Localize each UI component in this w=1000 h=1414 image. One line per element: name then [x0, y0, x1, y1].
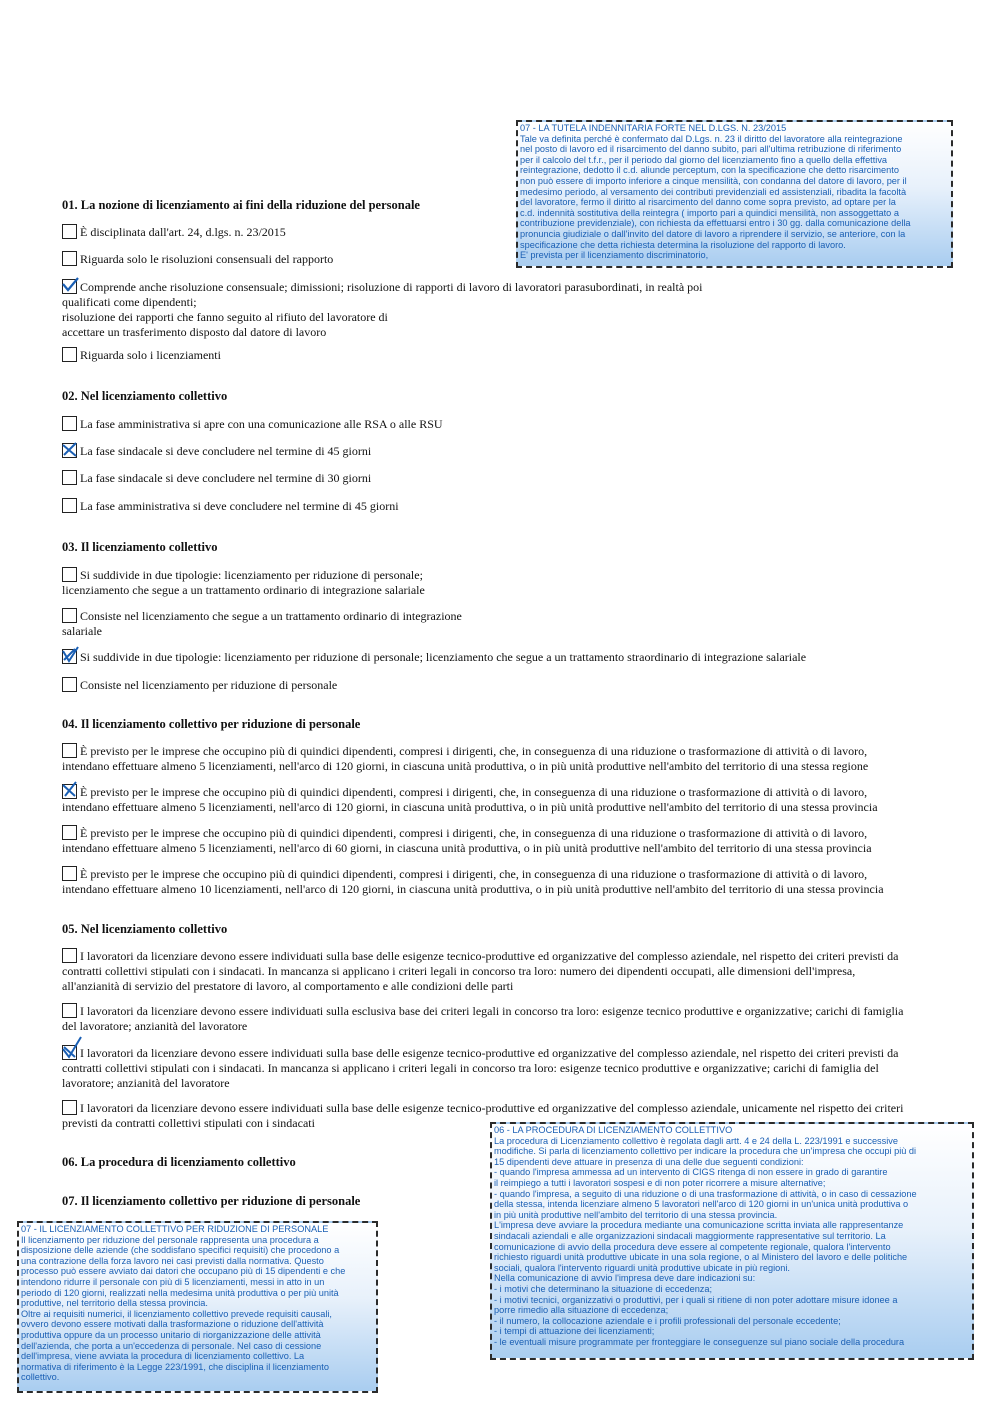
question-06-title: 06. La procedura di licenziamento collettivo	[62, 1155, 296, 1169]
checkbox-unchecked[interactable]	[62, 251, 77, 266]
checkbox-unchecked[interactable]	[62, 224, 77, 239]
question-01-title: 01. La nozione di licenziamento ai fini della riduzione del personale	[62, 198, 420, 212]
question-03-title: 03. Il licenziamento collettivo	[62, 540, 218, 554]
checkbox-unchecked[interactable]	[62, 470, 77, 485]
q05-option-c[interactable]: I lavoratori da licenziare devono essere individuati sulla base delle esigenze tecnico-produttive ed organizzative del complesso aziendale, nel rispetto dei criteri previsti da contratti collettivi stipulati con i sindacati. In mancanza si applicano i criteri legali in concorso tra loro: esigenze tecnico produttive e organizzative; carichi di famiglia del lavoratore; anzianità del lavoratore	[62, 1045, 898, 1091]
annotation-note-top	[516, 120, 953, 268]
checkbox-checked[interactable]	[62, 1045, 77, 1060]
checkbox-checked[interactable]	[62, 784, 77, 799]
q01-option-d[interactable]: Riguarda solo i licenziamenti	[62, 347, 221, 363]
checkbox-unchecked[interactable]	[62, 608, 77, 623]
note-title: 07 - IL LICENZIAMENTO COLLETTIVO PER RIDUZIONE DI PERSONALE	[21, 1224, 329, 1234]
q03-option-c[interactable]: Si suddivide in due tipologie: licenziamento per riduzione di personale; licenziamento che segue a un trattamento straordinario di integrazione salariale	[62, 649, 806, 665]
checkbox-unchecked[interactable]	[62, 677, 77, 692]
note-body: La procedura di Licenziamento collettivo è regolata dagli artt. 4 e 24 della L. 223/1991 e successive modifiche. Si parla di licenziamento collettivo per indicare la procedura che un'impresa che occupi più di 15 dipendenti deve attuare in presenza di una delle due seguenti condizioni: - quando l'impresa ammessa ad un intervento di CIGS ritenga di non essere in grado di garantire il reimpiego a tutti i lavoratori sospesi e di non poter ricorrere a misure alternative; - quando l'impresa, a seguito di una riduzione o di una trasformazione di attività, o in caso di cessazione della stessa, intenda licenziare almeno 5 lavoratori nell'arco di 120 giorni in un'unica unità produttiva o in più unità produttive nell'ambito del territorio di una stessa provincia. L'impresa deve avviare la procedura mediante una comunicazione scritta inviata alle rappresentanze sindacali aziendali e alle organizzazioni sindacali maggiormente rappresentative sul territorio. La comunicazione di avvio della procedura deve essere al competente regionale, qualora l'intervento richiesto riguardi unità produttive ubicate in una sola regione, o al Ministero del lavoro e delle politiche sociali, qualora l'intervento riguardi unità produttive ubicate in più regioni. Nella comunicazione di avvio l'impresa deve dare indicazioni su: - i motivi che determinano la situazione di eccedenza; - i motivi tecnici, organizzativi o produttivi, per i quali si ritiene di non poter adottare misure idonee a porre rimedio alla situazione di eccedenza; - il numero, la collocazione aziendale e i profili professionali del personale eccedente; - i tempi di attuazione dei licenziamenti; - le eventuali misure programmate per fronteggiare le conseguenze sul piano sociale della procedura	[494, 1135, 917, 1347]
checkbox-unchecked[interactable]	[62, 416, 77, 431]
annotation-note-riduzione	[17, 1221, 378, 1393]
q03-option-b[interactable]: Consiste nel licenziamento che segue a un trattamento ordinario di integrazione salariale	[62, 609, 462, 638]
question-05-title: 05. Nel licenziamento collettivo	[62, 922, 228, 936]
question-04-title: 04. Il licenziamento collettivo per riduzione di personale	[62, 717, 361, 731]
checkbox-unchecked[interactable]	[62, 866, 77, 881]
checkbox-checked[interactable]	[62, 443, 77, 458]
q01-option-a[interactable]: È disciplinata dall'art. 24, d.lgs. n. 23/2015	[62, 224, 286, 240]
q04-option-a[interactable]: È previsto per le imprese che occupino più di quindici dipendenti, compresi i dirigenti, che, in conseguenza di una riduzione o trasformazione di attività o di lavoro, intendano effettuare almeno 5 licenziamenti, nell'arco di 120 giorni, in ciascuna unità produttiva, o in più unità produttive nell'ambito del territorio di una stessa regione	[62, 744, 869, 773]
question-07-title: 07. Il licenziamento collettivo per riduzione di personale	[62, 1194, 361, 1208]
checkbox-unchecked[interactable]	[62, 743, 77, 758]
note-body: Il licenziamento per riduzione del personale rappresenta una procedura a disposizione delle aziende (che soddisfano specifici requisiti) che procedono a una contrazione della forza lavoro nei casi previsti dalla normativa. Questo processo può essere avviato dai datori che occupano più di 15 dipendenti e che intendono ridurre il personale con più di 5 licenziamenti, messi in atto in un periodo di 120 giorni, realizzati nella medesima unità produttiva o per più unità produttive, nel territorio della stessa provincia. Oltre ai requisiti numerici, il licenziamento collettivo prevede requisiti causali, ovvero devono essere motivati dalla trasformazione o riduzione dell'attività produttiva oppure da un processo unitario di riorganizzazione delle attività dell'azienda, che porta a un'eccedenza di personale. Nel caso di cessione dell'impresa, viene avviata la procedura di licenziamento collettivo. La normativa di riferimento è la Legge 223/1991, che disciplina il licenziamento collettivo.	[21, 1234, 346, 1383]
check-mark-icon	[61, 780, 79, 798]
q04-option-c[interactable]: È previsto per le imprese che occupino più di quindici dipendenti, compresi i dirigenti, che, in conseguenza di una riduzione o trasformazione di attività o di lavoro, intendano effettuare almeno 5 licenziamenti, nell'arco di 60 giorni, in ciascuna unità produttiva, o in più unità produttive nell'ambito del territorio di una stessa provincia	[62, 826, 872, 855]
note-title: 06 - LA PROCEDURA DI LICENZIAMENTO COLLETTIVO	[494, 1125, 733, 1135]
q02-option-a[interactable]: La fase amministrativa si apre con una comunicazione alle RSA o alle RSU	[62, 416, 443, 432]
check-mark-icon	[61, 645, 79, 663]
check-mark-icon	[61, 275, 79, 293]
q03-option-a[interactable]: Si suddivide in due tipologie: licenziamento per riduzione di personale; licenziamento che segue a un trattamento ordinario di integrazione salariale	[62, 568, 425, 597]
q02-option-b[interactable]: La fase sindacale si deve concludere nel termine di 45 giorni	[62, 443, 371, 459]
q04-option-d[interactable]: È previsto per le imprese che occupino più di quindici dipendenti, compresi i dirigenti, che, in conseguenza di una riduzione o trasformazione di attività o di lavoro, intendano effettuare almeno 10 licenziamenti, nell'arco di 120 giorni, in ciascuna unità produttiva, o in più unità produttive nell'ambito del territorio di una stessa provincia	[62, 867, 884, 896]
checkbox-unchecked[interactable]	[62, 567, 77, 582]
q01-option-b[interactable]: Riguarda solo le risoluzioni consensuali del rapporto	[62, 251, 333, 267]
note-title: 07 - LA TUTELA INDENNITARIA FORTE NEL D.LGS. N. 23/2015	[520, 123, 787, 133]
q02-option-c[interactable]: La fase sindacale si deve concludere nel termine di 30 giorni	[62, 470, 371, 486]
q05-option-b[interactable]: I lavoratori da licenziare devono essere individuati sulla esclusiva base dei criteri legali in concorso tra loro: esigenze tecnico produttive e organizzative; carichi di famiglia del lavoratore; anzianità del lavoratore	[62, 1004, 904, 1033]
checkbox-unchecked[interactable]	[62, 1003, 77, 1018]
q04-option-b[interactable]: È previsto per le imprese che occupino più di quindici dipendenti, compresi i dirigenti, che, in conseguenza di una riduzione o trasformazione di attività o di lavoro, intendano effettuare almeno 5 licenziamenti, nell'arco di 120 giorni, in ciascuna unità produttiva, o in più unità produttive nell'ambito del territorio di una stessa provincia	[62, 784, 878, 815]
q02-option-d[interactable]: La fase amministrativa si deve concludere nel termine di 45 giorni	[62, 498, 399, 514]
q05-option-d[interactable]: I lavoratori da licenziare devono essere individuati sulla base delle esigenze tecnico-produttive ed organizzative del complesso aziendale, unicamente nel rispetto dei criteri previsti da contratti collettivi stipulati con i sindacati	[62, 1101, 904, 1130]
checkbox-checked[interactable]	[62, 649, 77, 664]
check-mark-icon	[61, 1041, 83, 1063]
checkbox-unchecked[interactable]	[62, 825, 77, 840]
checkbox-unchecked[interactable]	[62, 1100, 77, 1115]
check-mark-icon	[61, 439, 79, 457]
checkbox-checked[interactable]	[62, 279, 77, 294]
question-02-title: 02. Nel licenziamento collettivo	[62, 389, 228, 403]
note-body: Tale va definita perché è confermato dal D.Lgs. n. 23 il diritto del lavoratore alla reintegrazione nel posto di lavoro ed il risarcimento del danno subito, pari all'ultima retribuzione di riferimento per il calcolo del t.f.r., per il periodo dal giorno del licenziamento fino a quello della effettiva reintegrazione, dedotto il c.d. aliunde perceptum, con la specificazione che detto risarcimento non può essere di importo inferiore a cinque mensilità, con condanna del datore di lavoro, per il medesimo periodo, al versamento dei contributi previdenziali ed assistenziali, ribadita la facoltà del lavoratore, fermo il diritto al risarcimento del danno come sopra previsto, ad optare per la c.d. indennità sostitutiva della reintegra ( importo pari a quindici mensilità, non assoggettato a contribuzione previdenziale), con richiesta da effettuarsi entro i 30 gg. dalla comunicazione della pronuncia giudiziale o dall'invito del datore di lavoro a riprendere il servizio, se anteriore, con la specificazione che detta richiesta determina la risoluzione del rapporto di lavoro. E' prevista per il licenziamento discriminatorio,	[520, 133, 911, 261]
q01-option-c[interactable]: Comprende anche risoluzione consensuale; dimissioni; risoluzione di rapporti di lavoro di lavoratori parasubordinati, in realtà poi qualificati come dipendenti; risoluzione dei rapporti che fanno seguito al rifiuto del lavoratore di accettare un trasferimento disposto dal datore di lavoro	[62, 279, 703, 340]
q05-option-a[interactable]: I lavoratori da licenziare devono essere individuati sulla base delle esigenze tecnico-produttive ed organizzative del complesso aziendale, nel rispetto dei criteri previsti da contratti collettivi stipulati con i sindacati. In mancanza si applicano i criteri legali in concorso tra loro: numero dei dipendenti occupati, alle dimensioni dell'impresa, all'anzianità di servizio del prestatore di lavoro, al comportamento e alle condizioni delle parti	[62, 949, 899, 993]
q03-option-d[interactable]: Consiste nel licenziamento per riduzione di personale	[62, 677, 337, 693]
checkbox-unchecked[interactable]	[62, 498, 77, 513]
checkbox-unchecked[interactable]	[62, 948, 77, 963]
annotation-note-procedure	[490, 1122, 974, 1360]
checkbox-unchecked[interactable]	[62, 347, 77, 362]
